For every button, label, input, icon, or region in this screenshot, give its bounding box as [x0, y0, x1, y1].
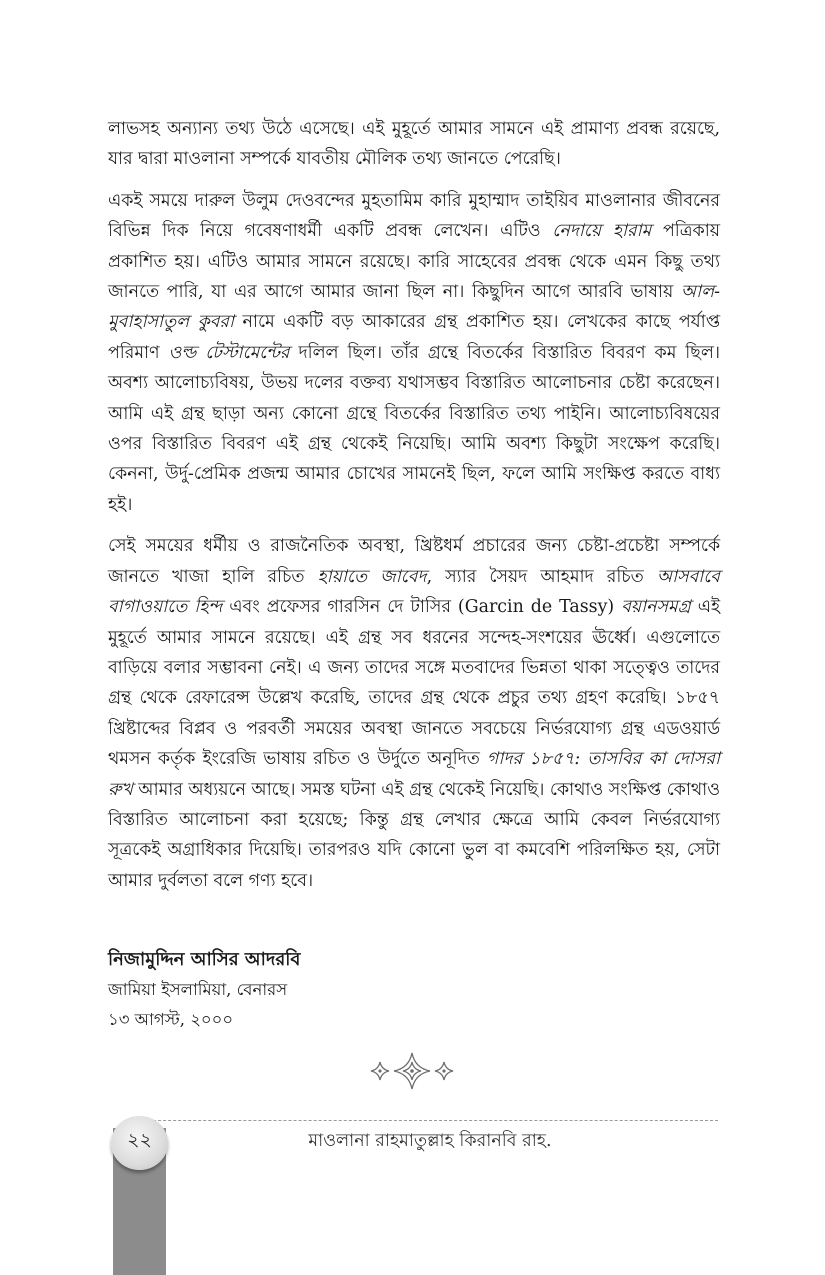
signature-block	[108, 945, 608, 1035]
paragraph-text: লাভসহ অন্যান্য তথ্য উঠে এসেছে। এই মুহূর্তে আমার সামনে এই প্রামাণ্য প্রবন্ধ রয়েছে, যার দ্বারা মাওলানা সম্পর্কে যাবতীয় মৌলিক তথ্য জানতে পেরেছি।	[108, 119, 720, 170]
author-institution: জামিয়া ইসলামিয়া, বেনারস	[108, 980, 288, 999]
paragraph-text: পত্রিকায় প্রকাশিত হয়। এটিও আমার সামনে রয়েছে। কারি সাহেবের প্রবন্ধ থেকে এমন কিছু তথ্য জানতে পারি, যা এর আগে আমার জানা ছিল না। কিছুদিন আগে আরবি ভাষায়	[108, 221, 720, 303]
paragraph-text: নামে একটি বড় আকারের গ্রন্থ প্রকাশিত হয়। লেখকের কাছে পর্যাপ্ত পরিমাণ	[108, 312, 720, 363]
signature-date: ১৩ আগস্ট, ২০০০	[108, 1010, 234, 1029]
book-title: গাদর ১৮৫৭: তাসবির কা দোসরা রুখ	[108, 749, 721, 800]
paragraph-text: আমার অধ্যয়নে আছে। সমস্ত ঘটনা এই গ্রন্থ থেকেই নিয়েছি। কোথাও সংক্ষিপ্ত কোথাও বিস্তারিত আলোচনা করা হয়েছে; কিন্তু গ্রন্থ লেখার ক্ষেত্রে আমি কেবল নির্ভরযোগ্য সূত্রকেই অগ্রাধিকার দিয়েছি। তারপরও যদি কোনো ভুল বা কমবেশি পরিলক্ষিত হয়, সেটা আমার দুর্বলতা বলে গণ্য হবে।	[108, 779, 720, 891]
book-title: হায়াতে জাবেদ	[317, 566, 427, 587]
page-number: ২২	[127, 1129, 152, 1151]
paragraph-text: সেই সময়ের ধর্মীয় ও রাজনৈতিক অবস্থা, খ্রিষ্টধর্ম প্রচারের জন্য চেষ্টা-প্রচেষ্টা সম্পর্কে জানতে খাজা হালি রচিত	[108, 536, 720, 587]
author-name: নিজামুদ্দিন আসির আদরবি	[108, 949, 301, 970]
book-title: বয়ানসমগ্র	[621, 597, 691, 618]
paragraph	[108, 114, 720, 175]
paragraph-text: এবং প্রফেসর গারসিন দে টাসির (Garcin de Tassy)	[222, 597, 622, 618]
paragraph-text: দলিল ছিল। তাঁর গ্রন্থে বিতর্কের বিস্তারিত বিবরণ কম ছিল। অবশ্য আলোচ্যবিষয়, উভয় দলের বক্তব্য যথাসম্ভব বিস্তারিত আলোচনার চেষ্টা করেছেন। আমি এই গ্রন্থ ছাড়া অন্য কোনো গ্রন্থে বিতর্কের বিস্তারিত তথ্য পাইনি। আলোচ্যবিষয়ের ওপর বিস্তারিত বিবরণ এই গ্রন্থ থেকেই নিয়েছি। আমি অবশ্য কিছুটা সংক্ষেপ করেছি। কেননা, উর্দু-প্রেমিক প্রজন্ম আমার চোখের সামনেই ছিল, ফলে আমি সংক্ষিপ্ত করতে বাধ্য হই।	[108, 342, 721, 515]
footer-divider	[138, 1120, 718, 1121]
ornament-stars-icon	[362, 1050, 462, 1092]
paragraph	[108, 186, 720, 520]
book-title: ওল্ড টেস্টামেন্টের	[168, 342, 290, 363]
running-title: মাওলানা রাহমাতুল্লাহ কিরানবি রাহ.	[308, 1131, 552, 1151]
book-title: আল-মুবাহাসাতুল কুবরা	[108, 282, 720, 333]
book-title: আসবাবে বাগাওয়াতে হিন্দ	[108, 566, 720, 618]
paragraph-text: , স্যার সৈয়দ আহমাদ রচিত	[426, 566, 657, 587]
book-title: নেদায়ে হারাম	[552, 221, 652, 242]
paragraph-text: একই সময়ে দারুল উলুম দেওবন্দের মুহতামিম কারি মুহাম্মাদ তাইয়িব মাওলানার জীবনের বিভিন্ন দিক নিয়ে গবেষণাধর্মী একটি প্রবন্ধ লেখেন। এটিও	[108, 190, 720, 242]
body-text	[108, 114, 720, 907]
paragraph-text: এই মুহূর্তে আমার সামনে রয়েছে। এই গ্রন্থ সব ধরনের সন্দেহ-সংশয়ের ঊর্ধ্বে। এগুলোতে বাড়িয়ে বলার সম্ভাবনা নেই। এ জন্য তাদের সঙ্গে মতবাদের ভিন্নতা থাকা সত্ত্বেও তাদের গ্রন্থ থেকে রেফারেন্স উল্লেখ করেছি, তাদের গ্রন্থ থেকে প্রচুর তথ্য গ্রহণ করেছি। ১৮৫৭ খ্রিষ্টাব্দের বিপ্লব ও পরবর্তী সময়ের অবস্থা জানতে সবচেয়ে নির্ভরযোগ্য গ্রন্থ এডওয়ার্ড থমসন কর্তৃক ইংরেজি ভাষায় রচিত ও উর্দুতে অনূদিত	[108, 597, 720, 770]
paragraph	[108, 531, 720, 896]
